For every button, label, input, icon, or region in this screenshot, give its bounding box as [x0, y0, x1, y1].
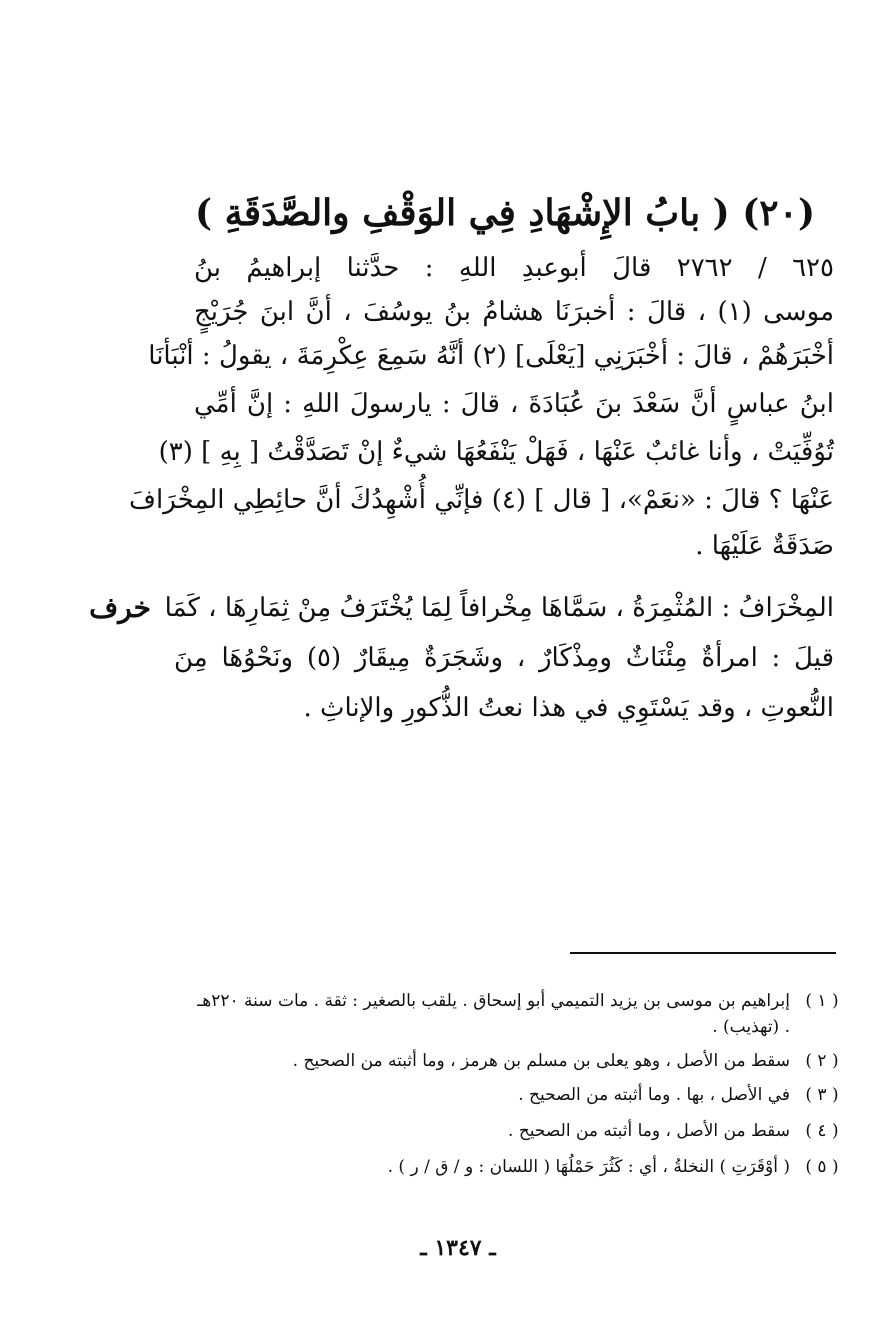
chapter-title: (٢٠) ( بابُ الإِشْهَادِ فِي الوَقْفِ والصَّدَقَةِ ) — [195, 192, 815, 234]
footnote — [196, 988, 846, 1044]
footnote — [196, 1118, 846, 1146]
footnote-number: ( ٣ ) — [805, 1085, 839, 1105]
footnote-text: إبراهيم بن موسى بن يزيد التميمي أبو إسحاق . يلقب بالصغير : ثقة . مات سنة ٢٢٠هـ . (تهذيب) . — [197, 991, 790, 1037]
footnote-number: ( ٥ ) — [805, 1157, 839, 1177]
gloss-line: المِخْرَافُ : المُثْمِرَةُ ، سَمَّاهَا مِخْرافاً لِمَا يُخْتَرَفُ مِنْ ثِمَارِهَا ، كَمَا — [164, 593, 834, 623]
footnote-divider — [570, 952, 836, 954]
gloss-line: النُّعوتِ ، وقد يَسْتَوِي في هذا نعتُ الذُّكورِ والإناثِ . — [303, 693, 834, 723]
footnote — [196, 1082, 846, 1110]
footnote-text: ( أوْقَرَتِ ) النخلةُ ، أي : كَثُرَ حَمْلُهَا ( اللسان : و / ق / ر ) . — [387, 1157, 790, 1177]
footnote-text: في الأصل ، بها . وما أثبته من الصحيح . — [518, 1085, 790, 1105]
hadith-line: ابنُ عباسٍ أنَّ سَعْدَ بنَ عُبَادَةَ ، قالَ : يارسولَ اللهِ : إنَّ أمِّي — [194, 389, 834, 419]
hadith-line: صَدَقَةٌ عَلَيْهَا . — [695, 531, 834, 561]
hadith-line: ٦٢٥ / ٢٧٦٢ قالَ أبوعبدِ اللهِ : حدَّثنا إبراهيمُ بنُ — [194, 253, 834, 283]
footnote-number: ( ٤ ) — [805, 1121, 839, 1141]
page-number: ـ ١٣٤٧ ـ — [420, 1235, 496, 1261]
hadith-line: أخْبَرَهُمْ ، قالَ : أخْبَرَنِي [يَعْلَى] (٢) أنَّهُ سَمِعَ عِكْرِمَةَ ، يقولُ : أنْبَأنَا — [148, 341, 834, 371]
hadith-line: تُوُفِّيَتْ ، وأنا غائبٌ عَنْهَا ، فَهَلْ يَنْفَعُهَا شيءٌ إنْ تَصَدَّقْتُ [ بِهِ ] (٣) — [158, 437, 834, 467]
footnote — [196, 1048, 846, 1076]
hadith-line: عَنْهَا ؟ قالَ : «نعَمْ»، [ قال ] (٤) فإنِّي أُشْهِدُكَ أنَّ حائِطِي المِخْرَافَ — [129, 485, 834, 515]
footnote-text: سقط من الأصل ، وما أثبته من الصحيح . — [508, 1121, 790, 1141]
footnote — [196, 1154, 846, 1182]
footnote-number: ( ١ ) — [805, 991, 839, 1011]
footnote-number: ( ٢ ) — [805, 1051, 839, 1071]
margin-root-word: خرف — [89, 591, 151, 624]
hadith-line: موسى (١) ، قالَ : أخبرَنَا هشامُ بنُ يوسُفَ ، أنَّ ابنَ جُرَيْجٍ — [194, 297, 834, 327]
gloss-line: قيلَ : امرأةٌ مِئْنَاثٌ ومِذْكَارٌ ، وشَجَرَةٌ مِيقَارٌ (٥) ونَحْوُهَا مِنَ — [174, 643, 835, 673]
footnote-text: سقط من الأصل ، وهو يعلى بن مسلم بن هرمز ، وما أثبته من الصحيح . — [292, 1051, 790, 1071]
